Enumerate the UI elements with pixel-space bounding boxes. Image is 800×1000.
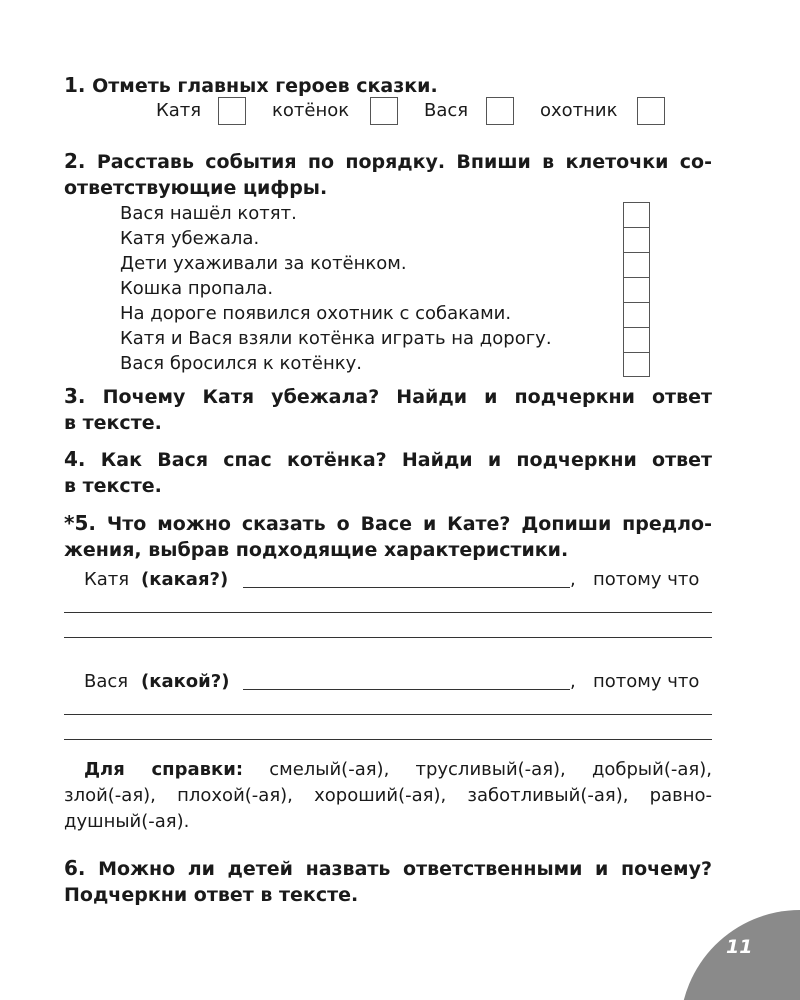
task-number: *5.	[64, 511, 96, 535]
event-item: Катя и Вася взяли котёнка играть на дорогу.	[120, 328, 552, 349]
task-text: Можно ли детей назвать ответственными и почему?	[98, 858, 712, 880]
task-3-line-1	[64, 383, 712, 410]
vasya-writing-line[interactable]	[64, 714, 712, 715]
event-item: Дети ухаживали за котёнком.	[120, 253, 407, 274]
task-text: Почему Катя убежала? Найди и подчеркни ответ	[102, 386, 712, 408]
comma: ,	[570, 671, 576, 692]
task-2-line-2: ответствующие цифры.	[64, 177, 328, 199]
katya-question: (какая?)	[141, 569, 229, 590]
task-5	[64, 510, 712, 563]
event-item: Катя убежала.	[120, 228, 260, 249]
option-label-katya: Катя	[156, 100, 202, 121]
option-checkbox-hunter[interactable]	[637, 97, 665, 125]
option-label-vasya: Вася	[424, 100, 469, 121]
vasya-name: Вася	[84, 671, 129, 692]
option-checkbox-vasya[interactable]	[486, 97, 514, 125]
task-1-heading	[64, 72, 712, 99]
task-2-line-1	[64, 148, 712, 175]
task-5-line-2: жения, выбрав подходящие характеристики.	[64, 539, 569, 561]
order-cell[interactable]	[623, 252, 650, 277]
reference-block	[64, 757, 712, 835]
task-number: 2.	[64, 149, 86, 173]
task-number: 4.	[64, 447, 86, 471]
order-cell[interactable]	[623, 277, 650, 302]
order-cell[interactable]	[623, 202, 650, 227]
task-6-line-1	[64, 855, 712, 882]
order-cell[interactable]	[623, 302, 650, 327]
task-text: Расставь события по порядку. Впиши в клеточки со-	[96, 151, 712, 173]
order-cell[interactable]	[623, 352, 650, 377]
option-label-kitten: котёнок	[272, 100, 350, 121]
reference-words: смелый(-ая), трусливый(-ая), добрый(-ая),	[269, 759, 712, 780]
event-item: Кошка пропала.	[120, 278, 274, 299]
option-label-hunter: охотник	[540, 100, 618, 121]
comma: ,	[570, 569, 576, 590]
katya-name: Катя	[84, 569, 130, 590]
katya-writing-line[interactable]	[64, 612, 712, 613]
reference-line-2: злой(-ая), плохой(-ая), хороший(-ая), заботливый(-ая), равно-	[64, 785, 712, 806]
task-text: Отметь главных героев сказки.	[92, 75, 438, 97]
task-5-line-1	[64, 510, 712, 537]
vasya-answer-line[interactable]	[243, 689, 570, 690]
task-1	[64, 72, 712, 99]
option-checkbox-katya[interactable]	[218, 97, 246, 125]
katya-answer-line[interactable]	[243, 587, 570, 588]
task-2	[64, 148, 712, 201]
page-number: 11	[726, 936, 753, 958]
task-4-line-2: в тексте.	[64, 475, 162, 497]
katya-because: потому что	[593, 569, 700, 590]
task-3-line-2: в тексте.	[64, 412, 162, 434]
reference-label: Для справки:	[84, 759, 244, 780]
vasya-because: потому что	[593, 671, 700, 692]
task-number: 1.	[64, 73, 86, 97]
order-cell[interactable]	[623, 327, 650, 352]
task-number: 3.	[64, 384, 86, 408]
katya-writing-line[interactable]	[64, 637, 712, 638]
task-6-line-2: Подчеркни ответ в тексте.	[64, 884, 359, 906]
option-checkbox-kitten[interactable]	[370, 97, 398, 125]
order-cell[interactable]	[623, 227, 650, 252]
task-text: Что можно сказать о Васе и Кате? Допиши предло-	[106, 513, 712, 535]
vasya-question: (какой?)	[141, 671, 230, 692]
task-3	[64, 383, 712, 436]
event-item: На дороге появился охотник с собаками.	[120, 303, 512, 324]
event-item: Вася бросился к котёнку.	[120, 353, 362, 374]
task-6	[64, 855, 712, 908]
task-text: Как Вася спас котёнка? Найди и подчеркни ответ	[100, 449, 713, 471]
event-item: Вася нашёл котят.	[120, 203, 297, 224]
task-4	[64, 446, 712, 499]
task-4-line-1	[64, 446, 712, 473]
task-number: 6.	[64, 856, 86, 880]
vasya-writing-line[interactable]	[64, 739, 712, 740]
reference-line-1	[64, 757, 712, 783]
reference-line-3: душный(-ая).	[64, 811, 190, 832]
